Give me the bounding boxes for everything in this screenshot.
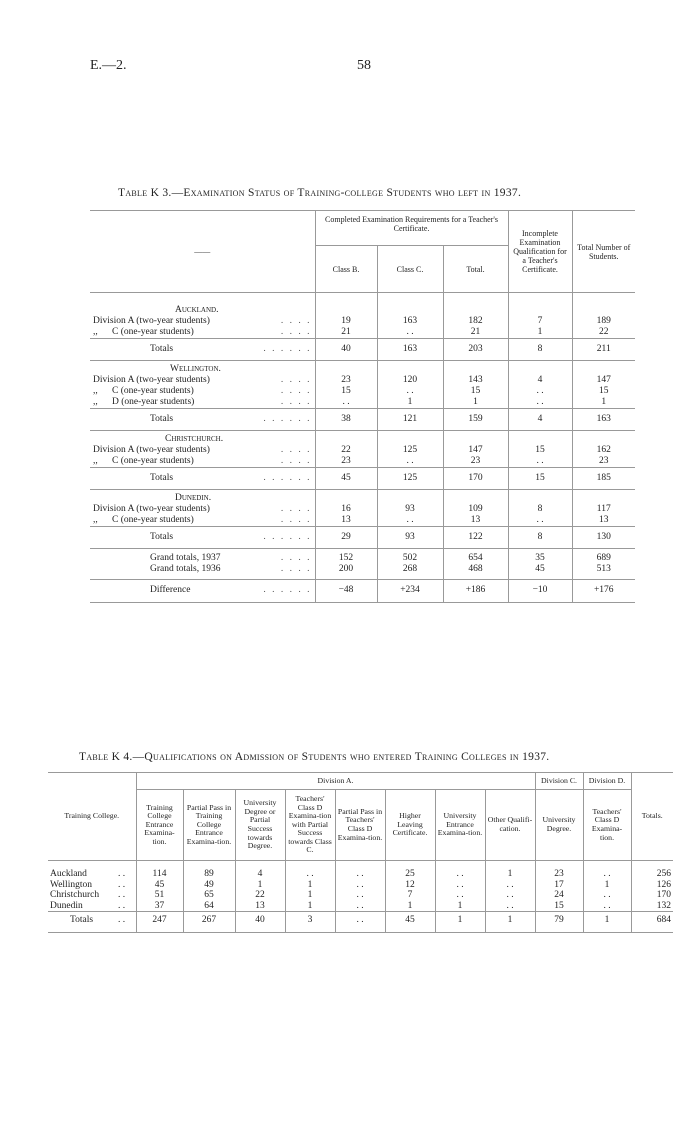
k3-header-total-number: Total Number of Students.	[572, 211, 635, 293]
table-row: ,, C (one-year students) . . . . 23 . . 23 . . 23	[90, 456, 635, 468]
table-row: Christchurch . . 51 65 22 1 . . 7 . . . . 24 . . 170	[50, 890, 671, 900]
k4-header-college: Training College.	[48, 773, 136, 861]
k4-header-col10: Teachers' Class D Examina-tion.	[583, 790, 631, 861]
page-section-code: E.—2.	[90, 58, 127, 73]
k3-header-class-c: Class C.	[377, 246, 443, 293]
table-k4	[48, 772, 673, 933]
k3-section-heading: Auckland.	[90, 305, 635, 316]
difference-row: Difference . . . . . . −48 +234 +186 −10 +176	[90, 580, 635, 603]
k4-header-col8: Other Qualifi-cation.	[485, 790, 535, 861]
table-totals-row: Totals . . . . . . 29 93 122 8 130	[90, 527, 635, 549]
k4-header-division-c: Division C.	[535, 773, 583, 790]
k4-header-col4: Teachers' Class D Examina-tion with Partial Success towards Class C.	[285, 790, 335, 861]
table-row: ,, C (one-year students) . . . . 15 . . 15 . . 15	[90, 386, 635, 397]
table-k4-title: Table K 4.—Qualifications on Admission of Students who entered Training Colleges in 1937.	[79, 751, 550, 763]
table-k3	[90, 210, 635, 603]
table-row: ,, C (one-year students) . . . . 21 . . 21 1 22	[90, 327, 635, 339]
table-row: Dunedin . . 37 64 13 1 . . 1 1 . . 15 . . 132	[50, 900, 671, 911]
k3-header-incomplete: Incomplete Examination Qualification for a Teacher's Certificate.	[508, 211, 572, 293]
k4-header-col3: University Degree or Partial Success towards Degree.	[235, 790, 285, 861]
table-totals-row: Totals . . 247 267 40 3 . . 45 1 1 79 1 684	[48, 912, 673, 933]
table-row: Division A (two-year students) . . . . 22 125 147 15 162	[90, 445, 635, 456]
k4-header-col1: Training College Entrance Examina-tion.	[136, 790, 183, 861]
k4-header-division-d: Division D.	[583, 773, 631, 790]
k3-header-completed: Completed Examination Requirements for a Teacher's Certificate.	[315, 211, 508, 246]
table-totals-row: Totals . . . . . . 45 125 170 15 185	[90, 468, 635, 490]
k3-header-dash: ——	[90, 211, 315, 293]
page-number: 58	[357, 58, 371, 73]
table-row: ,, C (one-year students) . . . . 13 . . 13 . . 13	[90, 515, 635, 527]
k3-section-heading: Dunedin.	[90, 490, 635, 505]
k4-header-col9: University Degree.	[535, 790, 583, 861]
table-row: ,, D (one-year students) . . . . . . 1 1 . . 1	[90, 397, 635, 409]
table-totals-row: Totals . . . . . . 38 121 159 4 163	[90, 409, 635, 431]
table-k3-title: Table K 3.—Examination Status of Training-college Students who left in 1937.	[118, 187, 522, 199]
k4-header-division-a: Division A.	[136, 773, 535, 790]
k3-header-class-b: Class B.	[315, 246, 377, 293]
table-row: Auckland . . 114 89 4 . . . . 25 . . 1 23 . . 256	[50, 869, 671, 879]
k3-header-total: Total.	[443, 246, 508, 293]
k3-section-heading: Wellington.	[90, 361, 635, 376]
k4-header-col6: Higher Leaving Certificate.	[385, 790, 435, 861]
k4-header-totals: Totals.	[631, 773, 673, 861]
k4-header-col2: Partial Pass in Training College Entrance Examina-tion.	[183, 790, 235, 861]
k4-header-col7: University Entrance Examina-tion.	[435, 790, 485, 861]
table-row: Division A (two-year students) . . . . 23 120 143 4 147	[90, 375, 635, 386]
k4-header-col5: Partial Pass in Teachers' Class D Examina-tion.	[335, 790, 385, 861]
grand-totals-1936-row: Grand totals, 1936 . . . . 200 268 468 45 513	[90, 564, 635, 580]
table-totals-row: Totals . . . . . . 40 163 203 8 211	[90, 339, 635, 361]
k3-section-heading: Christchurch.	[90, 431, 635, 446]
table-row: Division A (two-year students) . . . . 19 163 182 7 189	[90, 316, 635, 327]
grand-totals-1937-row: Grand totals, 1937 . . . . 152 502 654 35 689	[90, 549, 635, 565]
table-row: Wellington . . 45 49 1 1 . . 12 . . . . 17 1 126	[50, 879, 671, 890]
table-row: Division A (two-year students) . . . . 16 93 109 8 117	[90, 504, 635, 515]
